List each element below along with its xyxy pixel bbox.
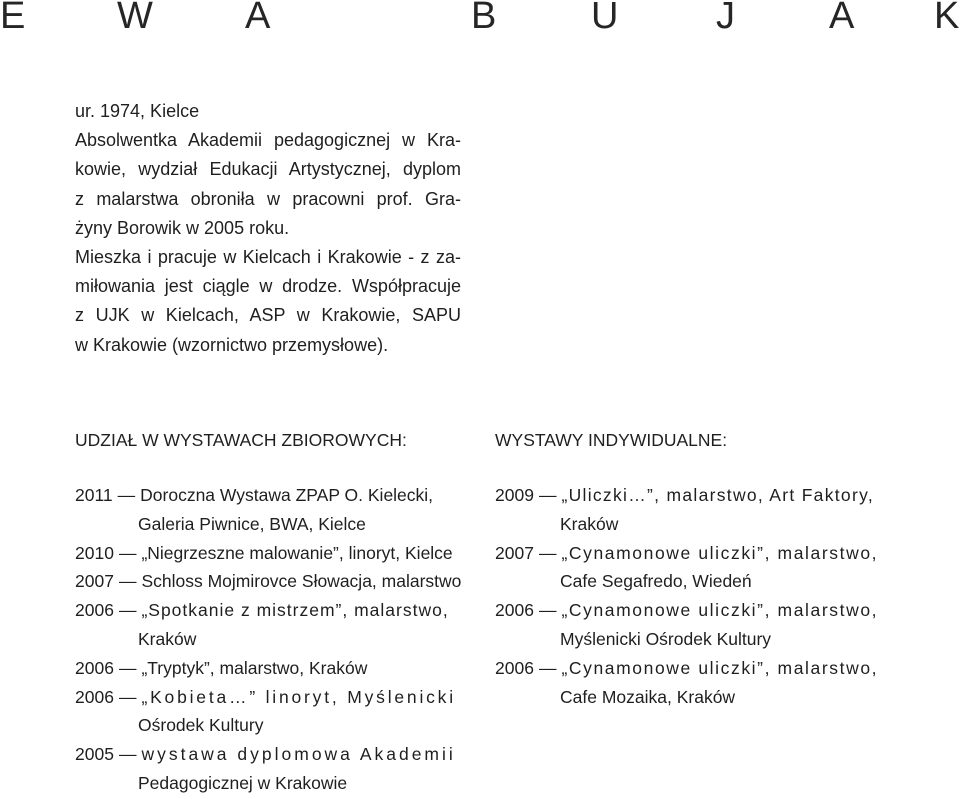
entry-line <box>495 481 895 510</box>
exhibition-entry <box>75 481 485 539</box>
entry-year: 2006 <box>495 657 534 678</box>
exhibition-entry <box>75 596 485 654</box>
title-letter: J <box>716 0 735 37</box>
title-letter: B <box>471 0 497 37</box>
entry-line <box>75 596 485 625</box>
title-letter: K <box>934 0 960 37</box>
bio-line: Mieszka i pracuje w Kielcach i Krakowie - z za- <box>75 246 461 267</box>
entry-year: 2007 <box>495 542 534 563</box>
entry-year: 2006 <box>75 686 114 707</box>
entry-continuation: Kraków <box>560 513 619 534</box>
bio-line: żyny Borowik w 2005 roku. <box>75 217 290 238</box>
entry-line <box>75 539 485 568</box>
title-letter: W <box>117 0 153 37</box>
entry-line <box>75 567 485 596</box>
entry-text: „Cynamonowe uliczki”, malarstwo, <box>561 542 879 563</box>
title-letter: A <box>245 0 271 37</box>
entry-continuation: Cafe Segafredo, Wiedeń <box>560 571 752 592</box>
entry-year: 2006 <box>75 600 114 621</box>
entry-year: 2006 <box>75 657 114 678</box>
entry-year: 2011 <box>75 485 113 505</box>
entry-dash: — <box>117 485 136 505</box>
entry-line <box>75 654 485 683</box>
entry-year: 2005 <box>75 744 114 765</box>
bio-line: miłowania jest ciągle w drodze. Współpracuje <box>75 276 461 297</box>
entry-text: Doroczna Wystawa ZPAP O. Kielecki, <box>140 485 434 505</box>
exhibition-entry <box>75 740 485 798</box>
entry-continuation: Ośrodek Kultury <box>138 715 264 736</box>
entry-dash: — <box>118 600 137 621</box>
solo-exhibitions-list <box>495 481 895 711</box>
entry-year: 2009 <box>495 485 534 505</box>
entry-dash: — <box>538 485 557 505</box>
entry-dash: — <box>118 686 137 707</box>
entry-line <box>495 596 895 625</box>
entry-line <box>495 654 895 683</box>
entry-dash: — <box>538 657 557 678</box>
exhibition-entry <box>75 654 485 683</box>
biography-paragraph <box>75 97 461 360</box>
entry-text: wystawa dyplomowa Akademii <box>141 744 456 765</box>
entry-continuation: Pedagogicznej w Krakowie <box>138 772 348 793</box>
entry-line <box>75 481 485 510</box>
bio-line: w Krakowie (wzornictwo przemysłowe). <box>75 334 389 355</box>
entry-text: „Niegrzeszne malowanie”, linoryt, Kielce <box>141 542 453 563</box>
bio-line: z UJK w Kielcach, ASP w Krakowie, SAPU <box>75 305 461 326</box>
bio-line: kowie, wydział Edukacji Artystycznej, dyplom <box>75 159 461 180</box>
entry-text: „Uliczki…”, malarstwo, Art Faktory, <box>561 485 875 505</box>
entry-continuation: Myślenicki Ośrodek Kultury <box>560 628 772 649</box>
entry-year: 2010 <box>75 542 114 563</box>
exhibition-entry <box>75 539 485 568</box>
entry-text: „Cynamonowe uliczki”, malarstwo, <box>561 657 879 678</box>
entry-year: 2006 <box>495 600 534 621</box>
entry-text: „Spotkanie z mistrzem”, malarstwo, <box>141 600 449 621</box>
entry-dash: — <box>118 571 137 592</box>
entry-dash: — <box>538 542 557 563</box>
entry-continuation: Cafe Mozaika, Kraków <box>560 686 736 707</box>
entry-dash: — <box>538 600 557 621</box>
group-exhibitions-list <box>75 481 485 798</box>
entry-text: „Cynamonowe uliczki”, malarstwo, <box>561 600 879 621</box>
entry-text: „Tryptyk”, malarstwo, Kraków <box>141 657 368 678</box>
artist-name-title <box>0 0 960 37</box>
bio-line: z malarstwa obroniła w pracowni prof. Gra- <box>75 188 461 209</box>
entry-dash: — <box>118 744 137 765</box>
solo-exhibitions-heading: WYSTAWY INDYWIDUALNE: <box>495 430 728 450</box>
exhibition-entry <box>495 596 895 654</box>
entry-line <box>495 539 895 568</box>
entry-dash: — <box>118 542 137 563</box>
entry-year: 2007 <box>75 571 114 592</box>
exhibition-entry <box>495 654 895 712</box>
title-letter: A <box>829 0 855 37</box>
entry-line <box>75 740 485 769</box>
exhibition-entry <box>75 683 485 741</box>
entry-continuation: Kraków <box>138 628 197 649</box>
group-exhibitions-heading: UDZIAŁ W WYSTAWACH ZBIOROWYCH: <box>75 430 407 450</box>
bio-line: ur. 1974, Kielce <box>75 101 200 121</box>
exhibition-entry <box>495 539 895 597</box>
exhibition-entry <box>75 567 485 596</box>
entry-line <box>75 683 485 712</box>
title-letter: U <box>591 0 619 37</box>
entry-dash: — <box>118 657 137 678</box>
exhibition-entry <box>495 481 895 539</box>
bio-line: Absolwentka Akademii pedagogicznej w Kra- <box>75 130 461 151</box>
title-letter: E <box>0 0 26 37</box>
entry-text: „Kobieta…” linoryt, Myślenicki <box>141 686 456 707</box>
entry-continuation: Galeria Piwnice, BWA, Kielce <box>138 513 366 534</box>
entry-text: Schloss Mojmirovce Słowacja, malarstwo <box>141 571 462 592</box>
